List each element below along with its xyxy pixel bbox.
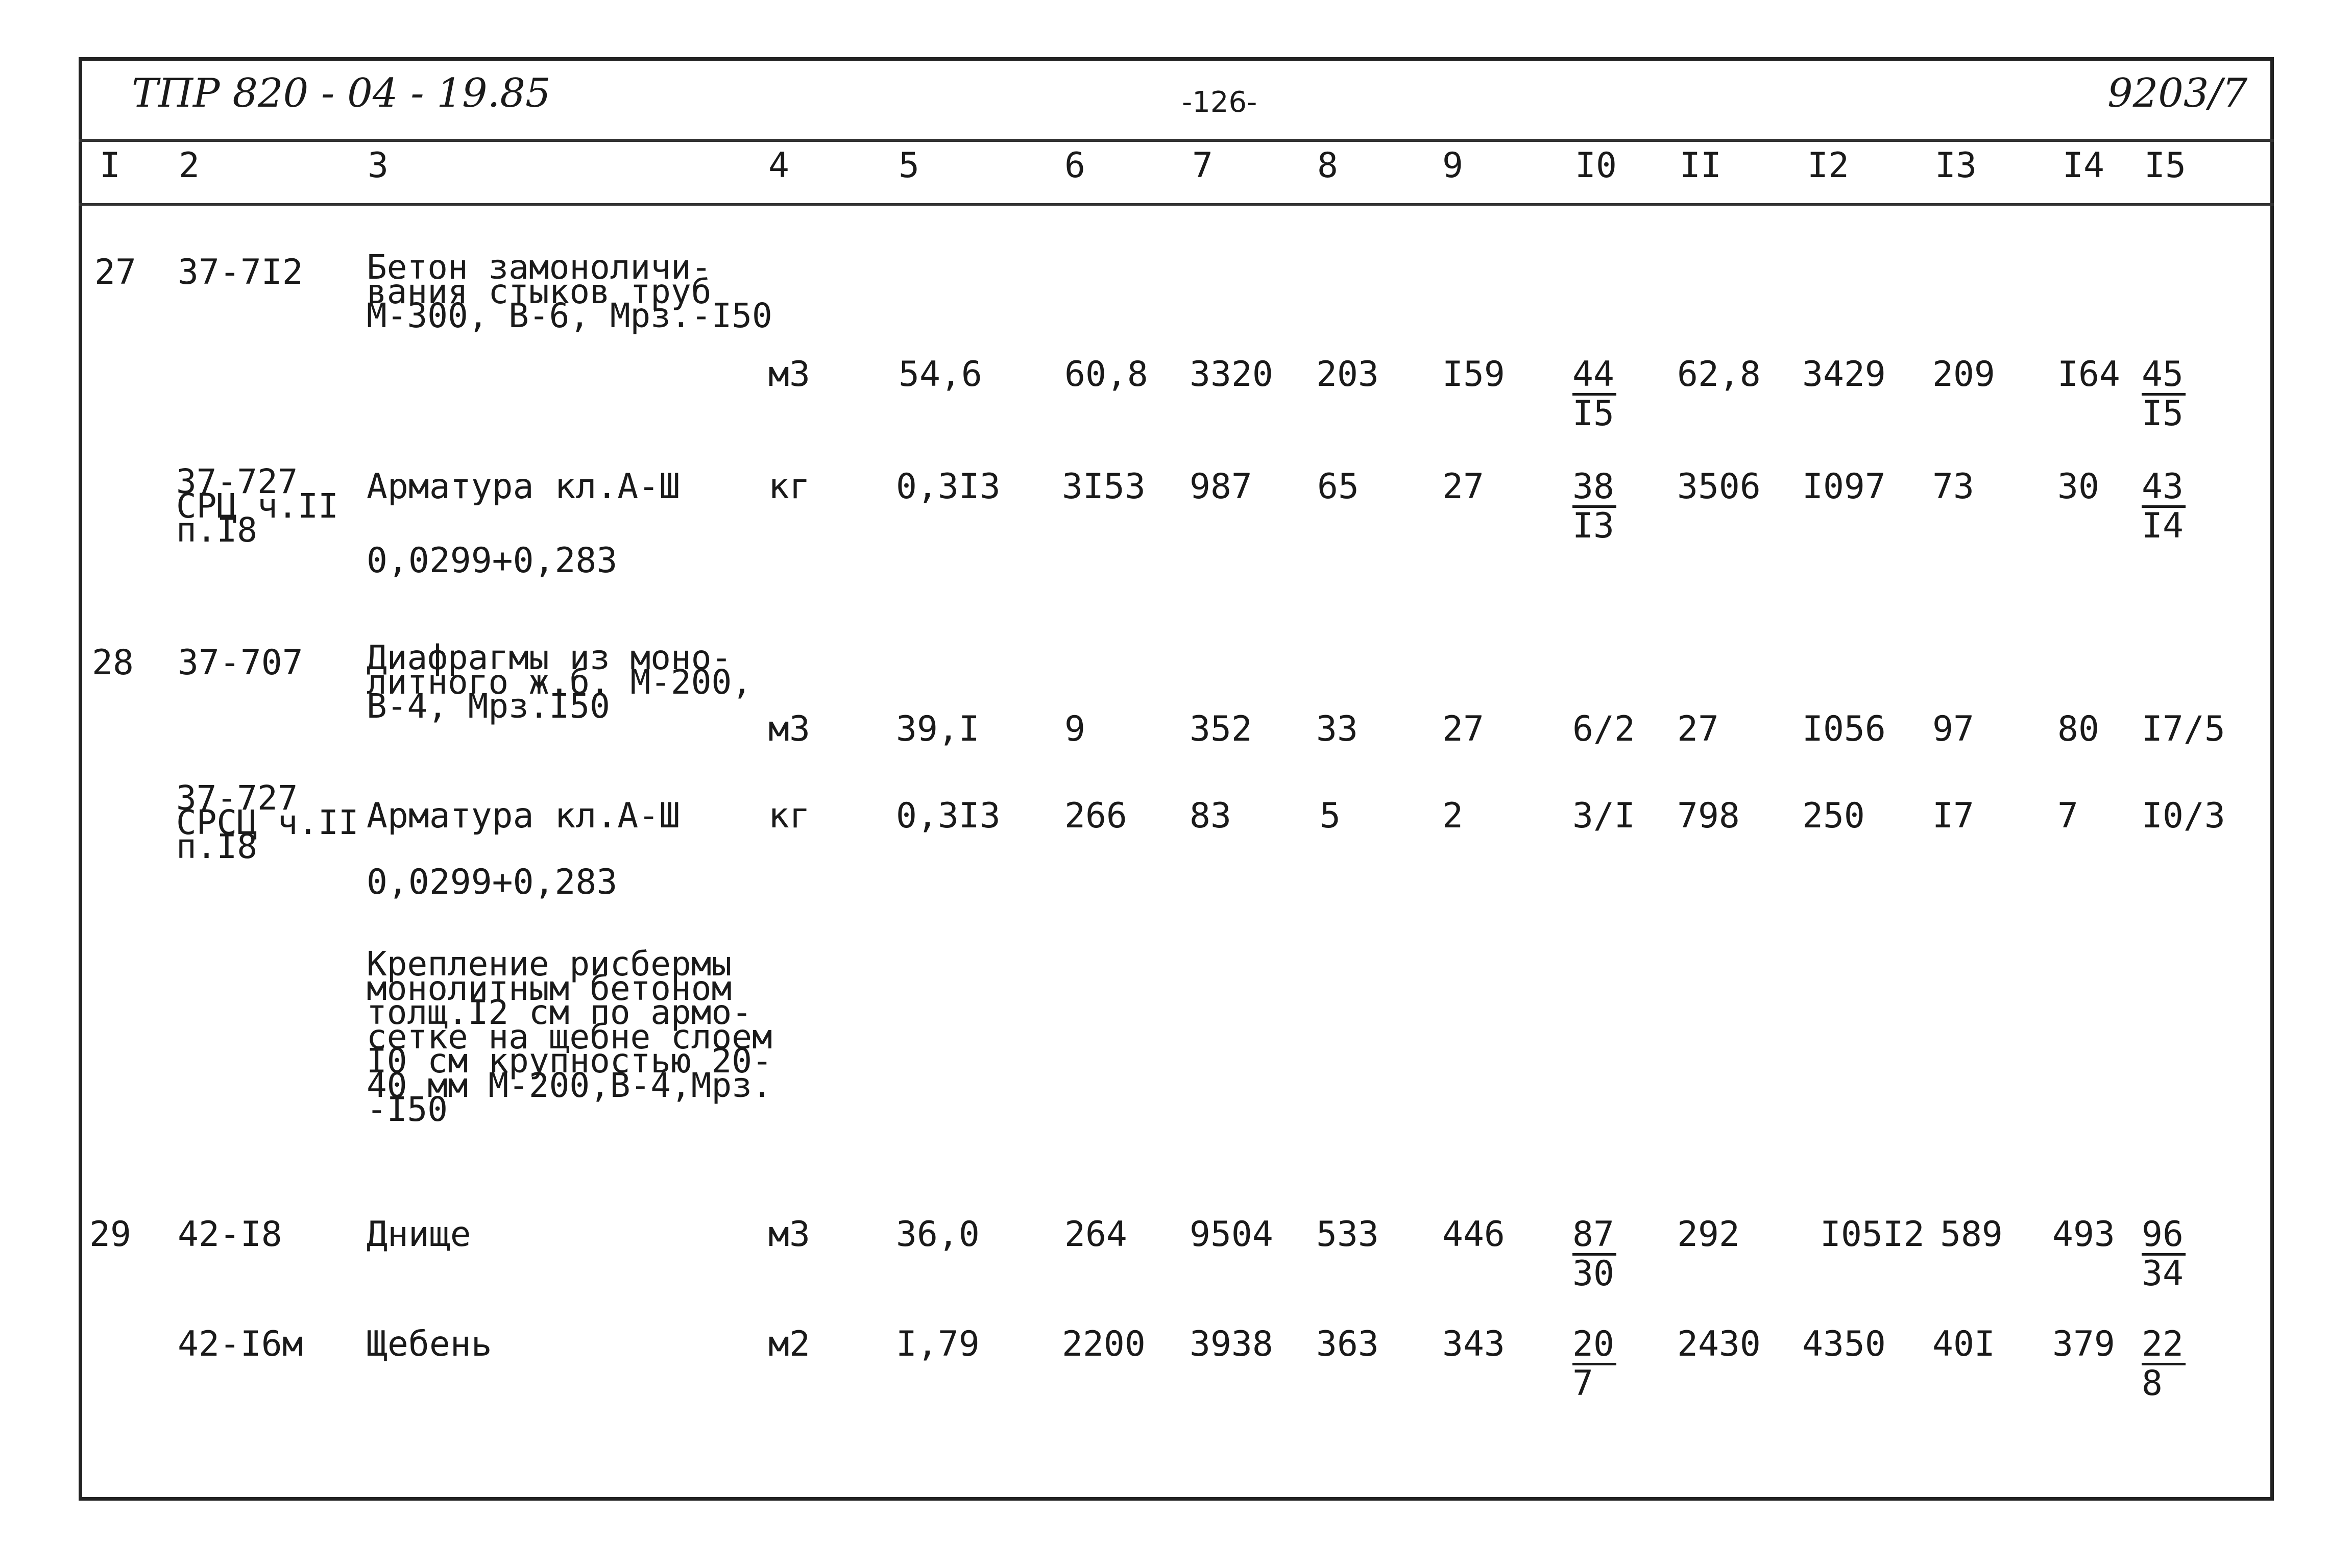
sheet-number: 9203/7 — [2107, 70, 2248, 116]
cell-6: 3I53 — [1062, 467, 1146, 507]
cell-11: 292 — [1677, 1214, 1740, 1255]
cell-5: I,79 — [896, 1324, 980, 1364]
cell-9: 343 — [1442, 1324, 1505, 1364]
cell-13: 73 — [1932, 467, 1974, 507]
numerator: 43 — [2142, 470, 2186, 508]
cell-13: 97 — [1932, 709, 1974, 749]
unit: кг — [768, 467, 810, 507]
numerator: 20 — [1572, 1327, 1616, 1365]
cell-8: 65 — [1317, 467, 1359, 507]
header-rule-bottom — [79, 203, 2274, 206]
column-header: II — [1680, 145, 1721, 186]
norm-code: 37-727 СРЦ ч.II п.I8 — [176, 462, 338, 550]
cell-8: 203 — [1316, 354, 1379, 395]
cell-7: 3938 — [1190, 1324, 1273, 1364]
cell-6: 266 — [1064, 796, 1127, 836]
cell-10-fraction — [1572, 1214, 1616, 1294]
work-description: Диафрагмы из моно- литного ж.б. М-200, В-4, Мрз.I50 — [367, 638, 752, 726]
document-code: ТПР 820 - 04 - 19.85 — [132, 70, 551, 116]
numerator: 87 — [1572, 1217, 1616, 1256]
row-number: 29 — [89, 1214, 131, 1255]
cell-14: I64 — [2057, 354, 2120, 395]
denominator: I5 — [1572, 394, 1614, 434]
cell-13: I7 — [1932, 796, 1974, 836]
work-description: Арматура кл.А-Ш — [367, 467, 681, 507]
header-rule-top — [79, 139, 2274, 142]
cell-12: I097 — [1802, 467, 1886, 507]
cell-15: I7/5 — [2142, 709, 2225, 749]
cell-14: 379 — [2052, 1324, 2115, 1364]
cell-12: I056 — [1802, 709, 1886, 749]
cell-11: 3506 — [1677, 467, 1761, 507]
norm-code: 37-727 СРСЦ ч.II п.I8 — [176, 778, 359, 867]
cell-14: 493 — [2052, 1214, 2115, 1255]
numerator: 45 — [2142, 357, 2186, 396]
unit: кг — [768, 796, 810, 836]
cell-6: 2200 — [1062, 1324, 1146, 1364]
column-header: 7 — [1192, 145, 1213, 186]
column-header: I — [100, 145, 120, 186]
cell-9: 2 — [1442, 796, 1463, 836]
cell-11: 798 — [1677, 796, 1740, 836]
cell-5: 39,I — [896, 709, 980, 749]
section-description: Крепление рисбермы монолитным бетоном толщ.I2 см по армо- сетке на щебне слоем I0 см крупностью 20- 40 мм М-200,В-4,Мрз. -I50 — [367, 944, 772, 1130]
cell-7: 83 — [1190, 796, 1231, 836]
unit: м2 — [768, 1324, 810, 1364]
cell-12: 250 — [1802, 796, 1865, 836]
cell-8: 363 — [1316, 1324, 1379, 1364]
column-header: 4 — [768, 145, 789, 186]
cell-8: 33 — [1316, 709, 1358, 749]
cell-12: 4350 — [1802, 1324, 1886, 1364]
denominator: 34 — [2142, 1254, 2184, 1294]
cell-9: 27 — [1442, 709, 1484, 749]
work-description: Щебень — [367, 1324, 492, 1364]
cell-10-fraction — [1572, 1324, 1616, 1404]
cell-15-fraction — [2142, 1214, 2186, 1294]
cell-12: 3429 — [1802, 354, 1886, 395]
cell-13: 589 — [1940, 1214, 2003, 1255]
cell-8: 5 — [1320, 796, 1341, 836]
denominator: I4 — [2142, 506, 2184, 546]
cell-10: 3/I — [1572, 796, 1635, 836]
unit: м3 — [768, 709, 810, 749]
norm-code: 42-I8 — [178, 1214, 282, 1255]
cell-13: 40I — [1932, 1324, 1995, 1364]
cell-14: 30 — [2057, 467, 2099, 507]
cell-14: 80 — [2057, 709, 2099, 749]
cell-5: 54,6 — [899, 354, 982, 395]
column-header: I3 — [1935, 145, 1977, 186]
cell-10-fraction — [1572, 354, 1616, 434]
cell-11: 62,8 — [1677, 354, 1761, 395]
cell-9: 27 — [1442, 467, 1484, 507]
work-description: Арматура кл.А-Ш — [367, 796, 681, 836]
column-header: I4 — [2063, 145, 2104, 186]
norm-code: 37-7I2 — [178, 252, 303, 292]
column-header: I5 — [2144, 145, 2186, 186]
cell-7: 352 — [1190, 709, 1252, 749]
cell-15: I0/3 — [2142, 796, 2225, 836]
unit: м3 — [768, 1214, 810, 1255]
formula: 0,0299+0,283 — [367, 541, 618, 581]
numerator: 38 — [1572, 470, 1616, 508]
denominator: 7 — [1572, 1363, 1593, 1404]
cell-15-fraction — [2142, 354, 2186, 434]
cell-5: 0,3I3 — [896, 467, 1001, 507]
column-header: 9 — [1442, 145, 1463, 186]
denominator: 30 — [1572, 1254, 1614, 1294]
cell-15-fraction — [2142, 1324, 2186, 1404]
numerator: 22 — [2142, 1327, 2186, 1365]
cell-5: 0,3I3 — [896, 796, 1001, 836]
numerator: 44 — [1572, 357, 1616, 396]
cell-7: 3320 — [1190, 354, 1273, 395]
norm-code: 42-I6м — [178, 1324, 303, 1364]
row-number: 28 — [92, 643, 134, 683]
cell-15-fraction — [2142, 467, 2186, 546]
norm-code: 37-707 — [178, 643, 303, 683]
work-description: Днище — [367, 1214, 471, 1255]
row-number: 27 — [94, 252, 136, 292]
column-header: 6 — [1064, 145, 1085, 186]
cell-6: 264 — [1064, 1214, 1127, 1255]
cell-9: 446 — [1442, 1214, 1505, 1255]
denominator: I3 — [1572, 506, 1614, 546]
unit: м3 — [768, 354, 810, 395]
column-header: 2 — [179, 145, 200, 186]
work-description: Бетон замоноличи- вания стыков труб М-300, В-6, Мрз.-I50 — [367, 248, 772, 336]
cell-8: 533 — [1316, 1214, 1379, 1255]
cell-9: I59 — [1442, 354, 1505, 395]
cell-12: I05I2 — [1820, 1214, 1925, 1255]
denominator: 8 — [2142, 1363, 2163, 1404]
denominator: I5 — [2142, 394, 2184, 434]
cell-10-fraction — [1572, 467, 1616, 546]
cell-7: 987 — [1190, 467, 1252, 507]
column-header: 3 — [368, 145, 389, 186]
cell-6: 60,8 — [1064, 354, 1148, 395]
column-header: I0 — [1575, 145, 1617, 186]
numerator: 96 — [2142, 1217, 2186, 1256]
column-header: 5 — [899, 145, 919, 186]
cell-10: 6/2 — [1572, 709, 1635, 749]
column-header: I2 — [1807, 145, 1849, 186]
page-number: -126- — [1182, 86, 1257, 119]
cell-6: 9 — [1064, 709, 1085, 749]
cell-14: 7 — [2057, 796, 2078, 836]
cell-5: 36,0 — [896, 1214, 980, 1255]
cell-7: 9504 — [1190, 1214, 1273, 1255]
cell-11: 2430 — [1677, 1324, 1761, 1364]
column-header: 8 — [1317, 145, 1338, 186]
cell-11: 27 — [1677, 709, 1719, 749]
cell-13: 209 — [1932, 354, 1995, 395]
formula: 0,0299+0,283 — [367, 862, 618, 902]
